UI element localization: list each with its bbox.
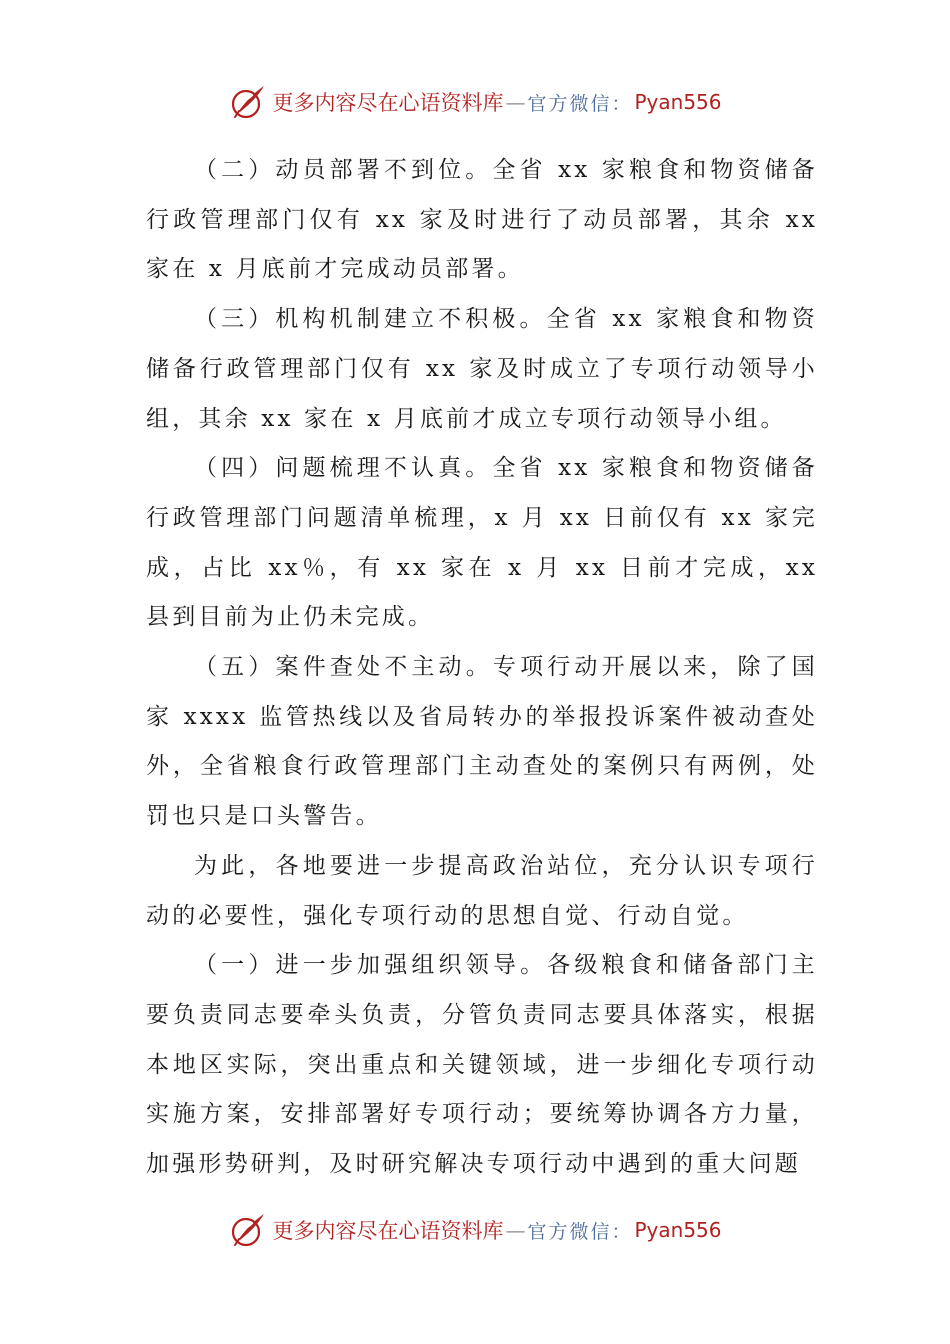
document-body [146, 146, 818, 1190]
banner-site-name: 更多内容尽在心语资料库 [272, 91, 504, 115]
banner-wechat-label: 官方微信： [527, 92, 633, 115]
footer-banner [0, 1208, 950, 1252]
banner-site-name: 更多内容尽在心语资料库 [272, 1219, 504, 1243]
paragraph-wenti: （四）问题梳理不认真。全省 xx 家粮食和物资储备行政管理部门问题清单梳理，x 月 xx 日前仅有 xx 家完成，占比 xx％，有 xx 家在 x 月 xx 日前才完成，xx 县到目前为止仍未完成。 [146, 455, 818, 631]
quill-pen-logo-icon [228, 1210, 268, 1250]
quill-pen-logo-icon [228, 82, 268, 122]
paragraph-weici: 为此，各地要进一步提高政治站位，充分认识专项行动的必要性，强化专项行动的思想自觉、行动自觉。 [146, 852, 818, 929]
paragraph-anjian: （五）案件查处不主动。专项行动开展以来，除了国家 xxxx 监管热线以及省局转办的举报投诉案件被动查处外，全省粮食行政管理部门主动查处的案例只有两例，处罚也只是口头警告。 [146, 654, 818, 830]
paragraph-jigou: （三）机构机制建立不积极。全省 xx 家粮食和物资储备行政管理部门仅有 xx 家及时成立了专项行动领导小组，其余 xx 家在 x 月底前才成立专项行动领导小组。 [146, 306, 818, 432]
banner-wechat-label: 官方微信： [527, 1220, 633, 1243]
banner-separator: — [505, 90, 526, 114]
banner-wechat-id: Pyan556 [634, 90, 722, 114]
banner-wechat-id: Pyan556 [634, 1218, 722, 1242]
header-banner [0, 80, 950, 124]
banner-separator: — [505, 1218, 526, 1242]
paragraph-zuzhi: （一）进一步加强组织领导。各级粮食和储备部门主要负责同志要牵头负责，分管负责同志要具体落实，根据本地区实际，突出重点和关键领域，进一步细化专项行动实施方案，安排部署好专项行动；要统筹协调各方力量，加强形势研判，及时研究解决专项行动中遇到的重大问题 [146, 952, 818, 1178]
paragraph-dongyuan: （二）动员部署不到位。全省 xx 家粮食和物资储备行政管理部门仅有 xx 家及时进行了动员部署，其余 xx 家在 x 月底前才完成动员部署。 [146, 157, 818, 283]
